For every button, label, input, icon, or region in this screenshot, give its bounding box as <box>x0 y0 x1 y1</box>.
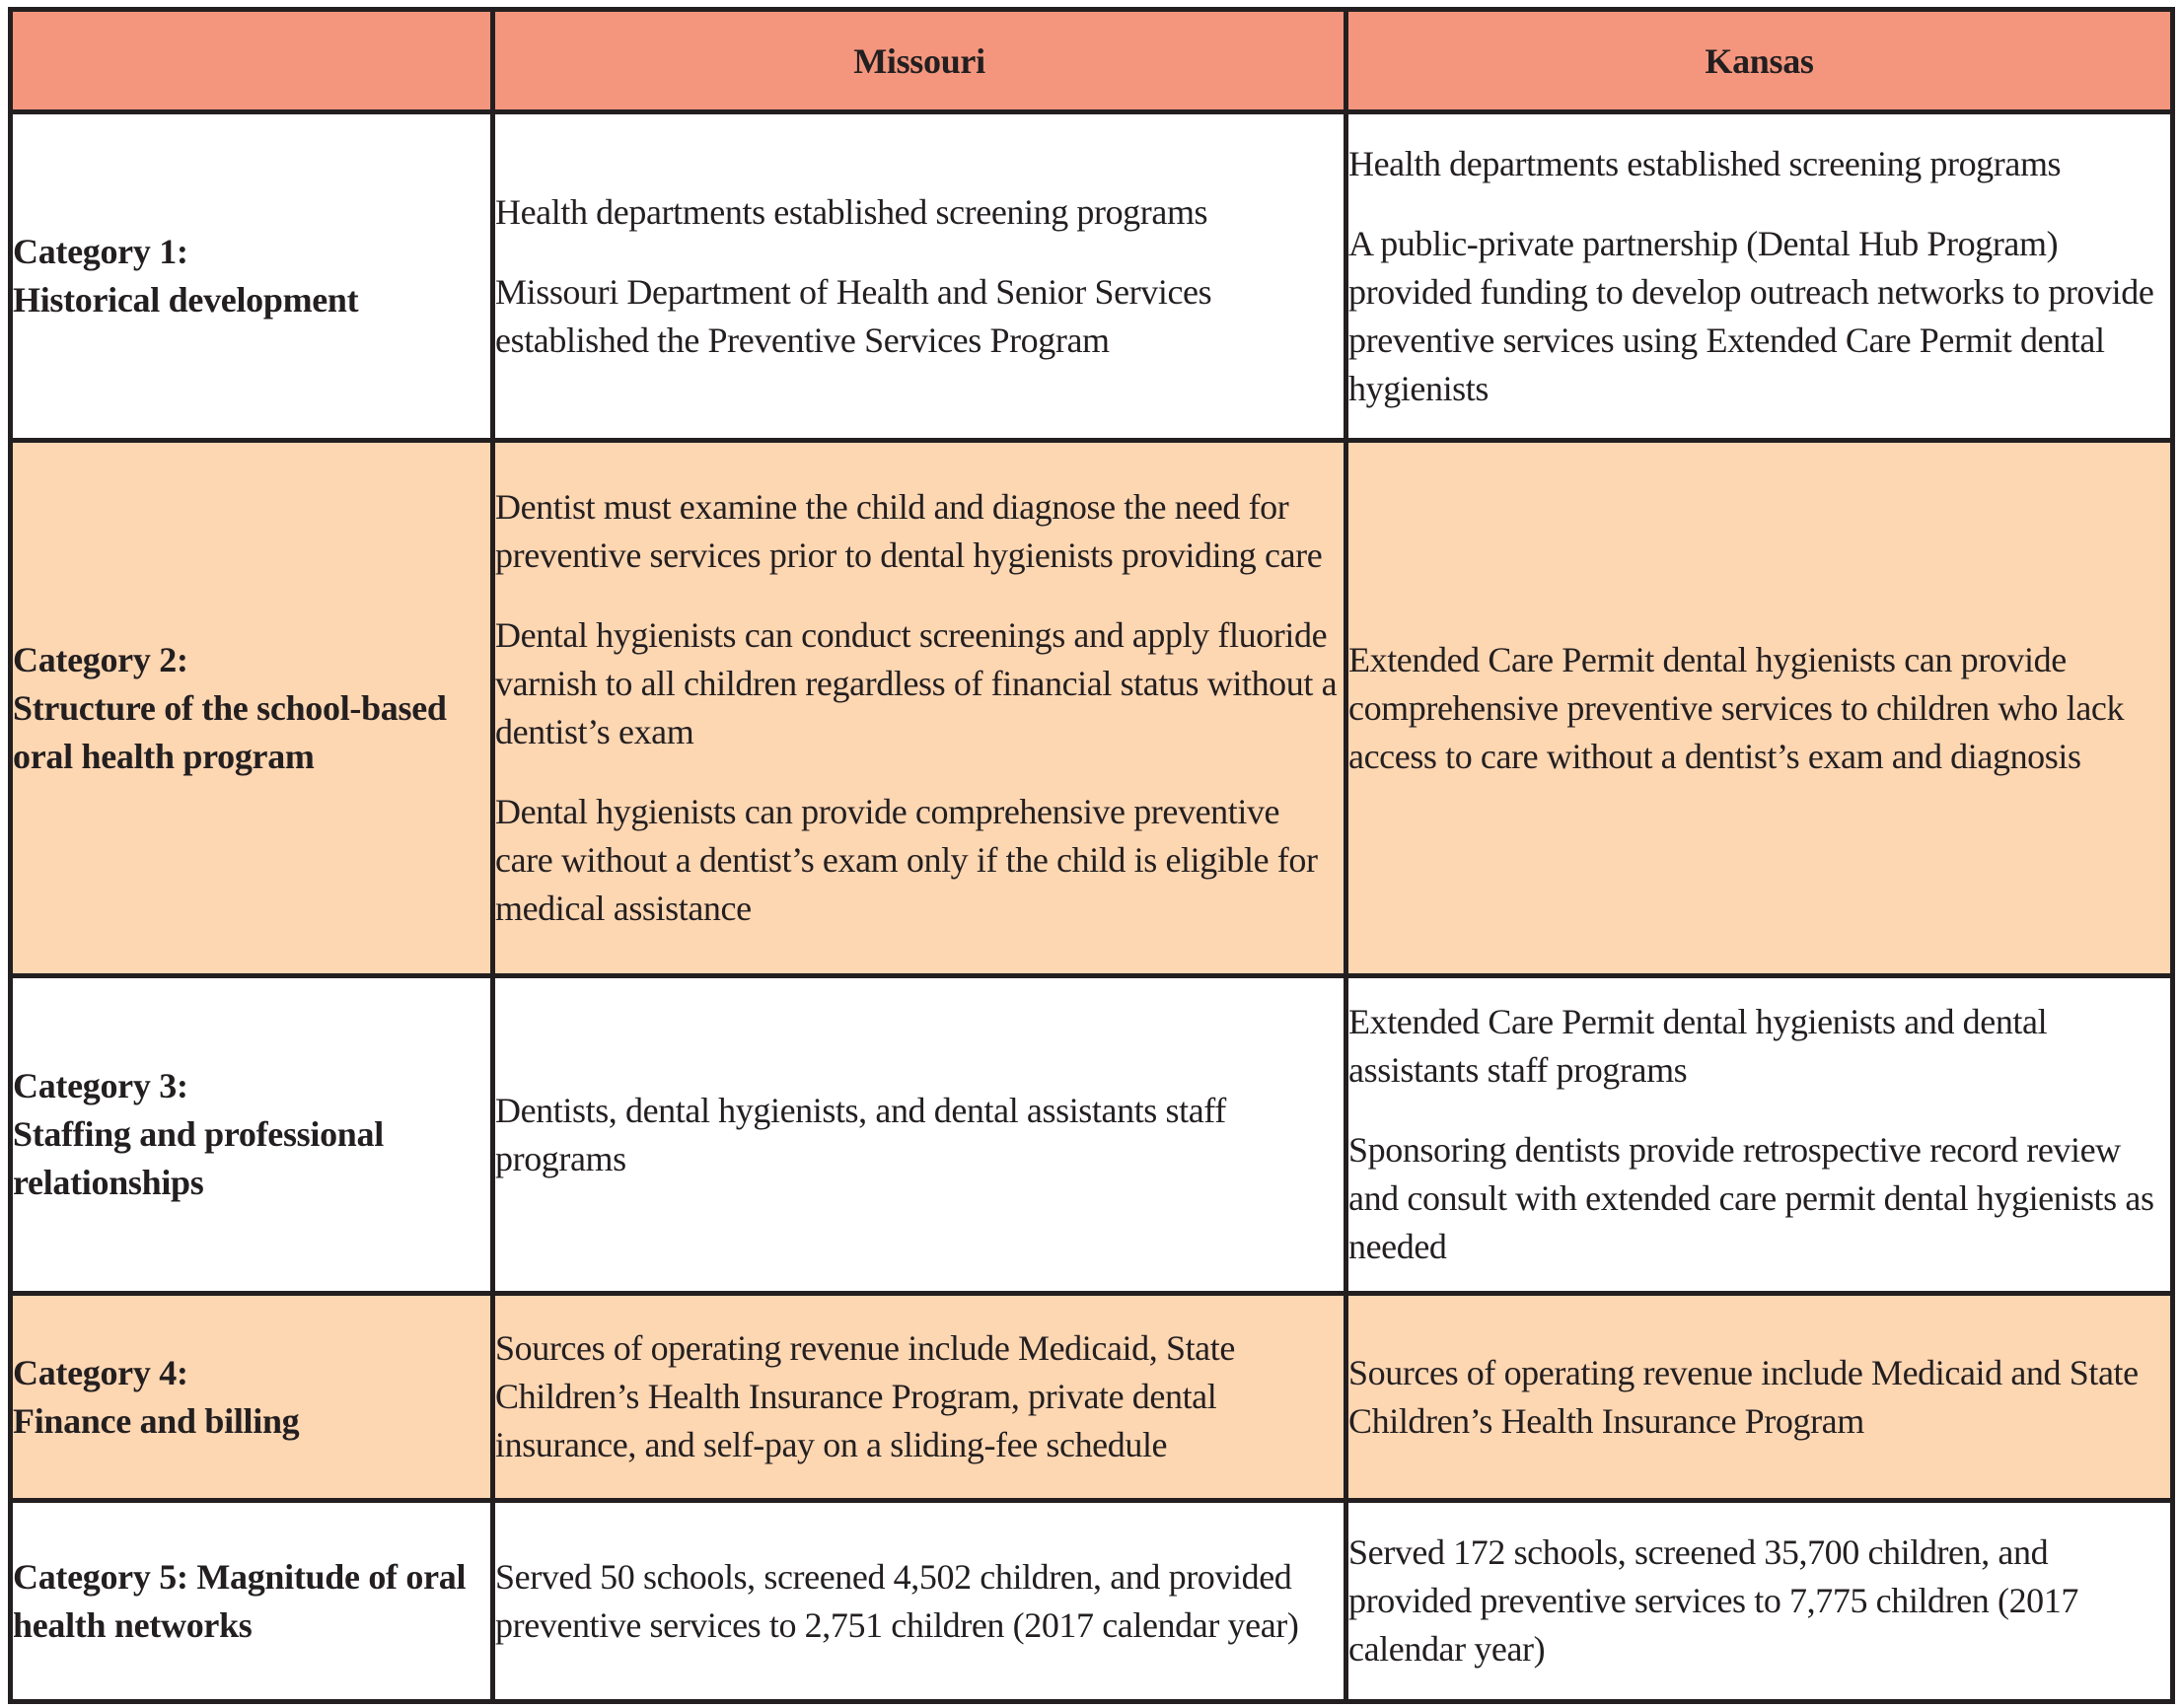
header-kansas: Kansas <box>1346 10 2173 112</box>
cell-paragraph: Health departments established screening programs <box>1348 143 2062 183</box>
cell-paragraph: Extended Care Permit dental hygienists and dental assistants staff programs <box>1348 1002 2048 1090</box>
table-row-category-1 <box>11 112 2173 441</box>
kansas-cell-category-2 <box>1346 441 2173 976</box>
row-label-subtitle: Staffing and professional relationships <box>13 1114 384 1202</box>
row-label-category-1 <box>11 112 493 441</box>
row-label-category-3 <box>11 976 493 1294</box>
header-row <box>11 10 2173 112</box>
header-missouri: Missouri <box>493 10 1346 112</box>
kansas-cell-category-4 <box>1346 1294 2173 1501</box>
cell-paragraph: Served 172 schools, screened 35,700 children, and provided preventive services to 7,775 children (2017 calendar year) <box>1348 1532 2078 1669</box>
row-label-title: Category 4: <box>13 1352 188 1392</box>
row-label-title: Category 5: Magnitude of oral health networks <box>13 1556 467 1645</box>
row-label-subtitle: Historical development <box>13 280 359 320</box>
missouri-cell-category-1 <box>493 112 1346 441</box>
table-row-category-3 <box>11 976 2173 1294</box>
header-corner-cell <box>11 10 493 112</box>
row-label-category-5 <box>11 1501 493 1702</box>
kansas-cell-category-5 <box>1346 1501 2173 1702</box>
cell-paragraph: Sponsoring dentists provide retrospective record review and consult with extended care permit dental hygienists as needed <box>1348 1130 2154 1266</box>
kansas-cell-category-1 <box>1346 112 2173 441</box>
cell-paragraph: A public-private partnership (Dental Hub Program) provided funding to develop outreach networks to provide preventive services using Extended Care Permit dental hygienists <box>1348 223 2154 408</box>
missouri-cell-category-3 <box>493 976 1346 1294</box>
cell-paragraph: Sources of operating revenue include Medicaid and State Children’s Health Insurance Program <box>1348 1352 2139 1441</box>
cell-paragraph: Dental hygienists can provide comprehensive preventive care without a dentist’s exam only if the child is eligible for medical assistance <box>495 792 1318 928</box>
row-label-title: Category 2: <box>13 639 188 679</box>
cell-paragraph: Dental hygienists can conduct screenings and apply fluoride varnish to all children regardless of financial status without a dentist’s exam <box>495 615 1338 751</box>
row-label-subtitle: Structure of the school-based oral health program <box>13 687 447 776</box>
row-label-title: Category 3: <box>13 1066 188 1105</box>
table-row-category-5 <box>11 1501 2173 1702</box>
table-row-category-4 <box>11 1294 2173 1501</box>
missouri-cell-category-2 <box>493 441 1346 976</box>
cell-paragraph: Dentists, dental hygienists, and dental assistants staff programs <box>495 1090 1226 1178</box>
cell-paragraph: Missouri Department of Health and Senior Services established the Preventive Services Program <box>495 271 1212 360</box>
kansas-cell-category-3 <box>1346 976 2173 1294</box>
missouri-cell-category-5 <box>493 1501 1346 1702</box>
row-label-title: Category 1: <box>13 232 188 271</box>
cell-paragraph: Dentist must examine the child and diagnose the need for preventive services prior to dental hygienists providing care <box>495 487 1323 575</box>
row-label-category-2 <box>11 441 493 976</box>
row-label-subtitle: Finance and billing <box>13 1400 300 1441</box>
cell-paragraph: Extended Care Permit dental hygienists can provide comprehensive preventive services to children who lack access to care without a dentist’s exam and diagnosis <box>1348 639 2125 776</box>
row-label-category-4 <box>11 1294 493 1501</box>
comparison-table <box>8 7 2175 1704</box>
table-row-category-2 <box>11 441 2173 976</box>
missouri-cell-category-4 <box>493 1294 1346 1501</box>
cell-paragraph: Served 50 schools, screened 4,502 children, and provided preventive services to 2,751 children (2017 calendar year) <box>495 1556 1299 1645</box>
cell-paragraph: Health departments established screening programs <box>495 191 1208 232</box>
cell-paragraph: Sources of operating revenue include Medicaid, State Children’s Health Insurance Program, private dental insurance, and self-pay on a sliding-fee schedule <box>495 1328 1235 1464</box>
